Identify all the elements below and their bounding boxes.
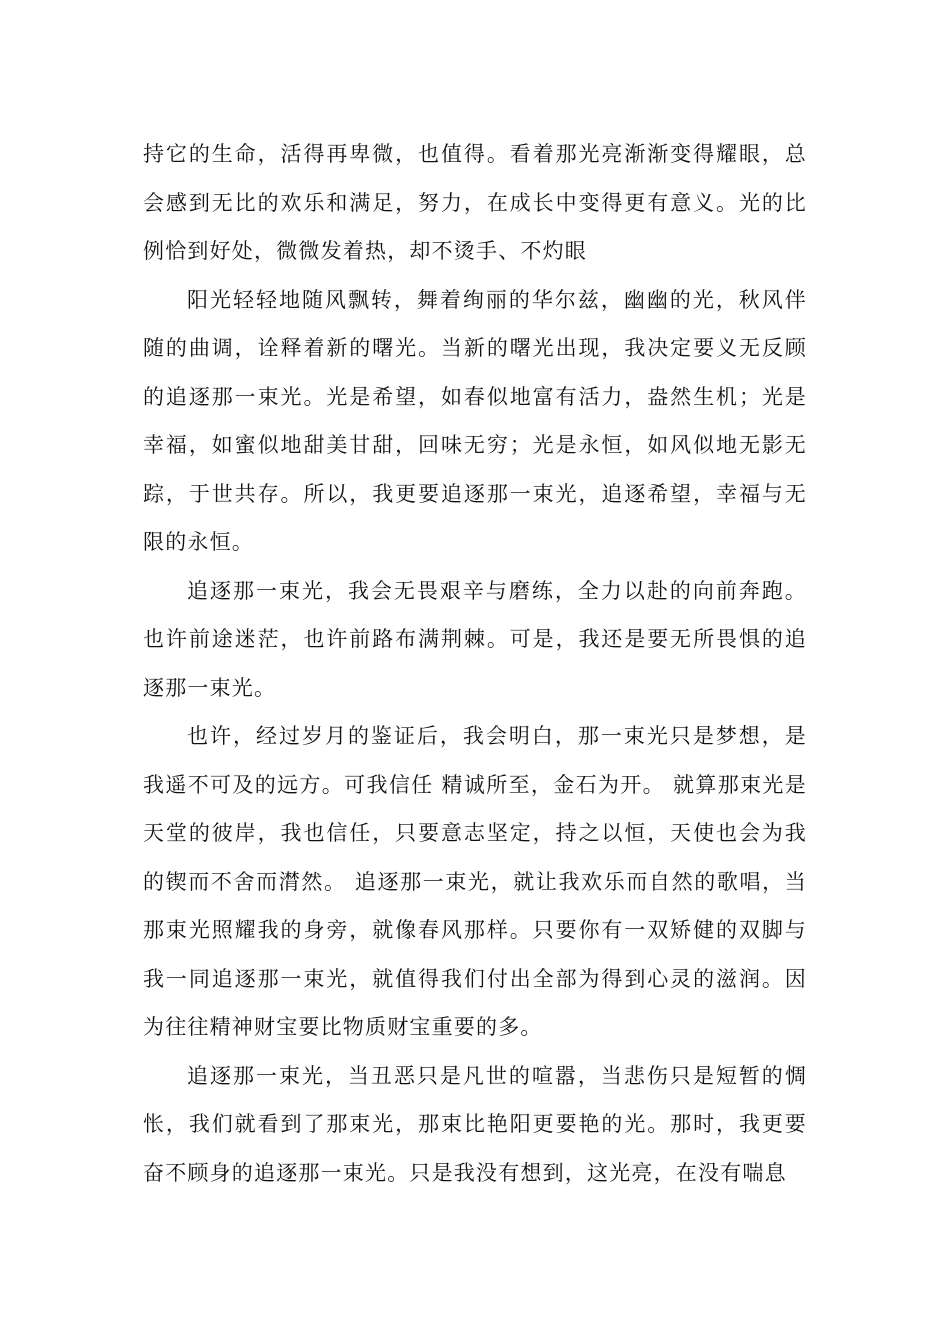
- paragraph-4: 也许，经过岁月的鉴证后，我会明白，那一束光只是梦想，是我遥不可及的远方。可我信任 精诚所至，金石为开。 就算那束光是天堂的彼岸，我也信任，只要意志坚定，持之以恒，天使也会为我的锲而不舍而潸然。 追逐那一束光，就让我欢乐而自然的歌唱，当那束光照耀我的身旁，就像春风那样。只要你有一双矫健的双脚与我一同追逐那一束光，就值得我们付出全部为得到心灵的滋润。因为往往精神财宝要比物质财宝重要的多。: [143, 724, 807, 1039]
- paragraph-3: 追逐那一束光，我会无畏艰辛与磨练，全力以赴的向前奔跑。也许前途迷茫，也许前路布满荆棘。可是，我还是要无所畏惧的追逐那一束光。: [143, 578, 807, 700]
- paragraph-1: 持它的生命，活得再卑微，也值得。看着那光亮渐渐变得耀眼，总会感到无比的欢乐和满足，努力，在成长中变得更有意义。光的比例恰到好处，微微发着热，却不烫手、不灼眼: [143, 142, 807, 263]
- paragraph-2: 阳光轻轻地随风飘转，舞着绚丽的华尔兹，幽幽的光，秋风伴随的曲调，诠释着新的曙光。当新的曙光出现，我决定要义无反顾的追逐那一束光。光是希望，如春似地富有活力，盎然生机；光是幸福，如蜜似地甜美甘甜，回味无穷；光是永恒，如风似地无影无踪，于世共存。所以，我更要追逐那一束光，追逐希望，幸福与无限的永恒。: [143, 287, 807, 554]
- paragraph-5: 追逐那一束光，当丑恶只是凡世的喧嚣，当悲伤只是短暂的惆怅，我们就看到了那束光，那束比艳阳更要艳的光。那时，我更要奋不顾身的追逐那一束光。只是我没有想到，这光亮，在没有喘息: [143, 1063, 807, 1185]
